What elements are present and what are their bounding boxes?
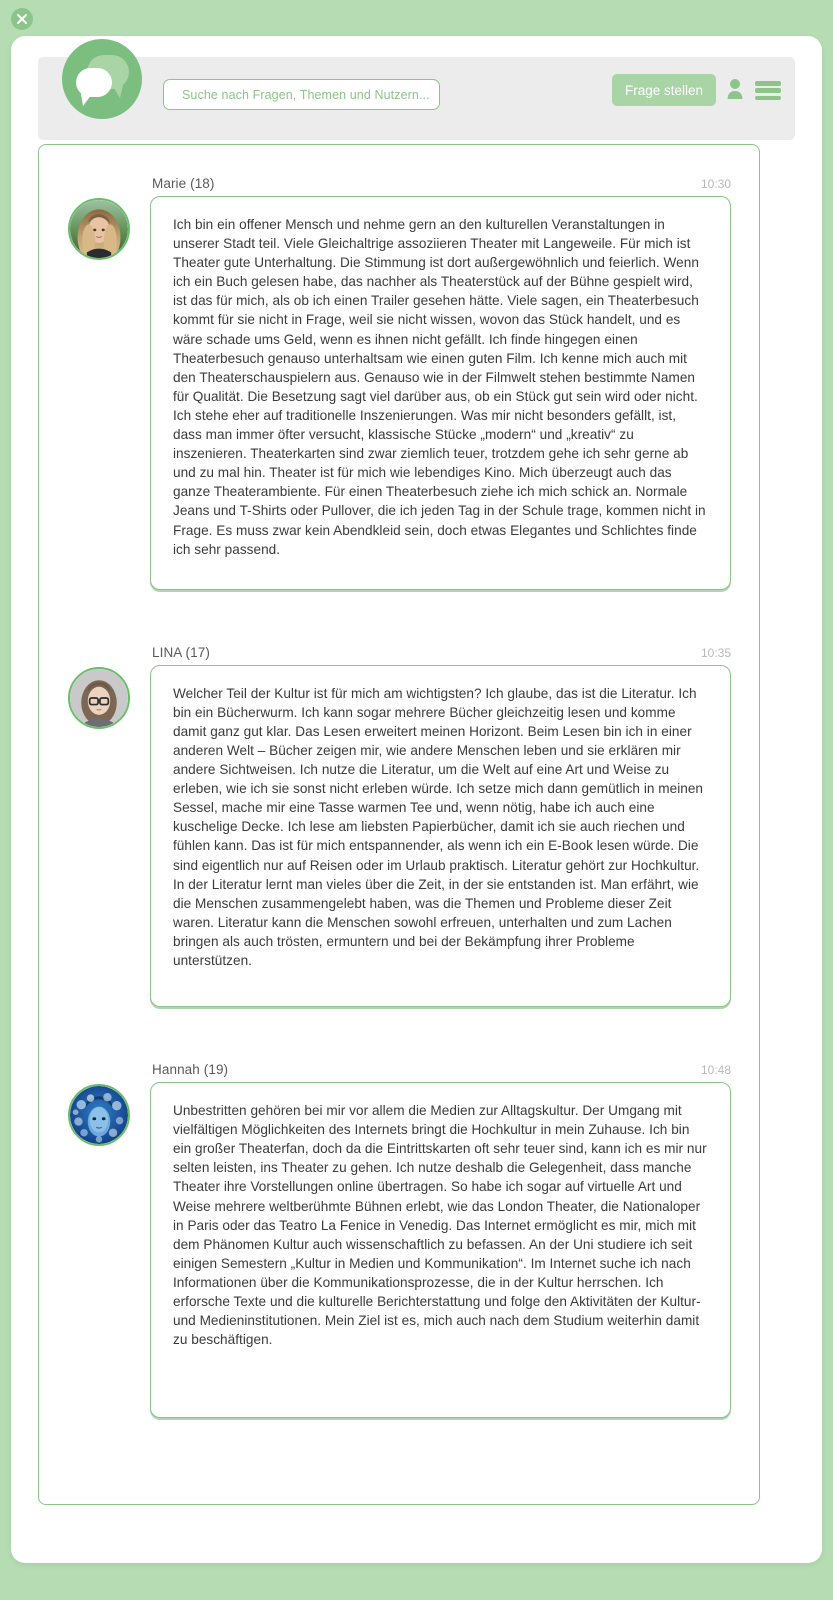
- message-bubble: [150, 665, 731, 1007]
- message-author: LINA (17): [152, 644, 210, 660]
- message-bubble: [150, 196, 731, 590]
- menu-line-3: [755, 96, 781, 101]
- chat-message: [39, 176, 759, 590]
- search-placeholder-text: Suche nach Fragen, Themen und Nutzern...: [182, 87, 430, 102]
- message-header: [152, 1062, 731, 1082]
- message-author: Hannah (19): [152, 1062, 229, 1078]
- avatar[interactable]: [68, 667, 130, 729]
- hamburger-menu-icon[interactable]: [755, 81, 781, 100]
- close-icon[interactable]: [11, 8, 33, 30]
- message-header: [152, 176, 731, 196]
- message-timestamp: 10:30: [700, 177, 731, 191]
- message-author: Marie (18): [152, 176, 215, 191]
- chat-modal: [11, 36, 822, 1563]
- menu-line-2: [755, 88, 781, 93]
- speech-bubbles-logo-icon: [62, 39, 142, 119]
- logo-bubble-front: [76, 68, 112, 97]
- message-text: Welcher Teil der Kultur ist für mich am wichtigsten? Ich glaube, das ist die Literatur. Ich bin ein Bücherwurm. Ich kann sogar mehrere Bücher gleichzeitig lesen und komme damit ganz gut klar. Das Lesen erweitert meinen Horizont. Beim Lesen bin ich in einer anderen Welt – Bücher zeigen mir, wie andere Menschen leben und sie erklären mir andere Sichtweisen. Ich nutze die Literatur, um die Welt auf eine Art und Weise zu erleben, wie ich sie sonst nicht erleben würde. Ich setze mich dann gemütlich in meinen Sessel, mache mir eine Tasse warmen Tee und, wenn nötig, habe ich auch eine kuschelige Decke. Ich lese am liebsten Papierbücher, damit ich sie auch riechen und fühlen kann. Das ist für mich entspannender, als wenn ich ein E-Book lesen würde. Die sind eigentlich nur auf Reisen oder im Urlaub praktisch. Literatur gehört zur Hochkultur. In der Literatur lernt man vieles über die Zeit, in der sie entstanden ist. Man erfährt, wie die Menschen zusammengelebt haben, was die Themen und Probleme dieser Zeit waren. Literatur kann die Menschen sowohl erfreuen, unterhalten und zum Lachen bringen als auch trösten, ermuntern und bei der Bekämpfung ihrer Probleme unterstützen.: [173, 685, 704, 968]
- menu-line-1: [755, 81, 781, 86]
- message-bubble: [150, 1082, 731, 1418]
- chat-message: [39, 1062, 759, 1418]
- search-input[interactable]: [163, 79, 440, 110]
- message-text: Ich bin ein offener Mensch und nehme gern an den kulturellen Veranstaltungen in unserer Stadt teil. Viele Gleichaltrige assoziieren Theater mit Langeweile. Für mich ist Theater gute Unterhaltung. Die Stimmung ist dort außergewöhnlich und feierlich. Wenn ich ein Buch gelesen habe, das nachher als Theaterstück auf der Bühne gespielt wird, ist das für mich, als ob ich einen Trailer gesehen hätte. Viele sagen, ein Theaterbesuch kommt für sie nicht in Frage, weil sie nicht wissen, wovon das Stück handelt, und es wäre schade ums Geld, wenn es ihnen nicht gefällt. Ich finde hingegen einen Theaterbesuch genauso unterhaltsam wie einen guten Film. Ich kenne mich auch mit den Theaterschauspielern aus. Genauso wie in der Filmwelt stehen bestimmte Namen für Qualität. Die Besetzung sagt viel darüber aus, ob ein Stück gut sein wird oder nicht. Ich stehe eher auf traditionelle Inszenierungen. Was mir nicht besonders gefällt, ist, dass man immer öfter versucht, klassische Stücke „modern“ und „kreativ“ zu inszenieren. Theaterkarten sind zwar ziemlich teuer, trotzdem gehe ich sehr gerne ab und zu mal hin. Theater ist für mich wie lebendiges Kino. Mich überzeugt auch das ganze Theaterambiente. Für einen Theaterbesuch ziehe ich mich schick an. Normale Jeans und T-Shirts oder Pullover, die ich jeden Tag in der Schule trage, kommen nicht in Frage. Es muss zwar kein Abendkleid sein, doch etwas Elegantes und Schlichtes finde ich sehr passend.: [173, 217, 706, 557]
- avatar[interactable]: [68, 198, 130, 260]
- message-timestamp: 10:48: [700, 1063, 731, 1078]
- app-header: [38, 57, 795, 140]
- message-text: Unbestritten gehören bei mir vor allem die Medien zur Alltagskultur. Der Umgang mit vielfältigen Möglichkeiten des Internets bringt die Hochkultur in mein Zuhause. Ich bin ein großer Theaterfan, doch da die Eintrittskarten oft sehr teuer sind, kann ich es mir nur selten leisten, ins Theater zu gehen. Ich nutze deshalb die Gelegenheit, dass manche Theater ihre Vorstellungen online übertragen. So habe ich sogar auf virtuelle Art und Weise mehrere weltberühmte Bühnen erlebt, wie das London Theater, die Nationaloper in Paris oder das Teatro La Fenice in Venedig. Das Internet ermöglicht es mir, mich mit dem Phänomen Kultur auch wissenschaftlich zu befassen. An der Uni studiere ich seit einigen Semestern „Kultur in Medien und Kommunikation“. Im Internet suche ich nach Informationen über die Kommunikationsprozesse, die in der Kultur herrschen. Ich erforsche Texte und die kulturelle Berichterstattung und folge den Aktivitäten der Kultur- und Medieninstitutionen. Mein Ziel ist es, mich auch nach dem Studium weiterhin damit zu beschäftigen.: [173, 1103, 707, 1348]
- chat-message: [39, 645, 759, 1007]
- ask-question-button[interactable]: Frage stellen: [612, 74, 716, 106]
- user-icon[interactable]: [727, 78, 743, 102]
- avatar[interactable]: [68, 1084, 130, 1146]
- chat-thread[interactable]: [38, 144, 760, 1505]
- message-timestamp: 10:35: [700, 645, 731, 660]
- message-header: [152, 645, 731, 665]
